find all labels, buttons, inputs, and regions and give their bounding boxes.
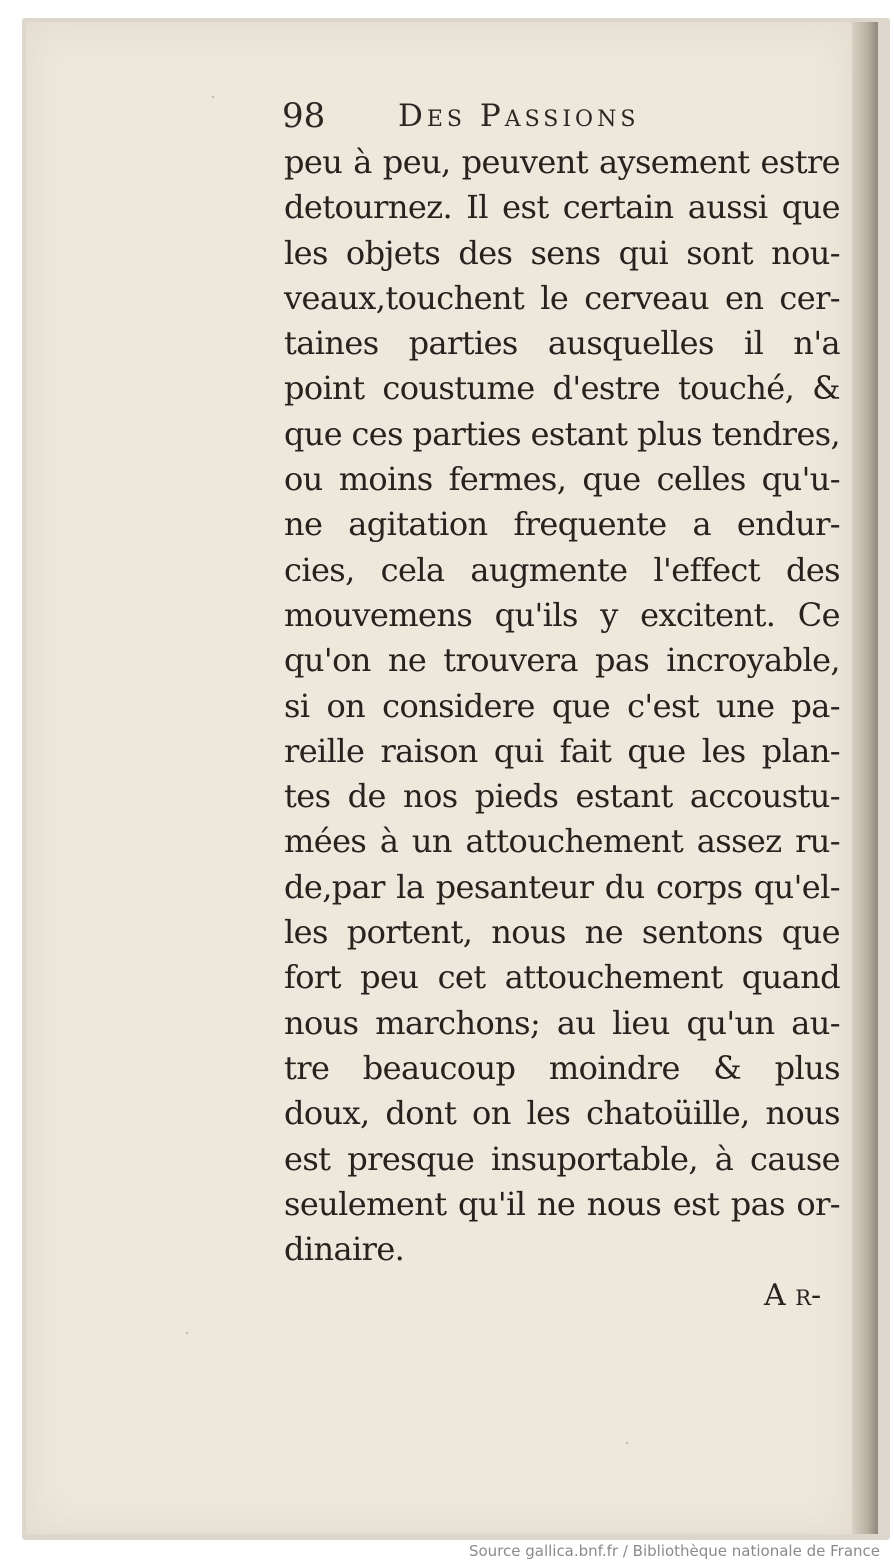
text-line: ou moins fermes, que celles qu'u-: [284, 460, 840, 499]
body-text: [284, 140, 840, 1272]
text-line: si on considere que c'est une pa-: [284, 686, 840, 725]
text-line: reille raison qui fait que les plan-: [284, 731, 840, 770]
page-header: [282, 92, 842, 140]
text-line: nous marchons; au lieu qu'un au-: [284, 1003, 840, 1042]
text-line: tes de nos pieds estant accoustu-: [284, 777, 840, 816]
text-line: les portent, nous ne sentons que: [284, 913, 840, 952]
text-line: mées à un attouchement assez ru-: [284, 822, 840, 861]
text-line: cies, cela augmente l'effect des: [284, 550, 840, 589]
text-line: fort peu cet attouchement quand: [284, 958, 840, 997]
text-line: de,par la pesanteur du corps qu'el-: [284, 867, 840, 906]
paper-speck: [186, 1332, 188, 1334]
paper-speck: [212, 96, 214, 98]
text-line-last: dinaire.: [284, 1230, 405, 1269]
text-line: qu'on ne trouvera pas incroyable,: [284, 641, 840, 680]
text-line: mouvemens qu'ils y excitent. Ce: [284, 595, 840, 634]
text-line: seulement qu'il ne nous est pas or-: [284, 1184, 840, 1223]
book-spine: [852, 22, 878, 1534]
text-line: detournez. Il est certain aussi que: [284, 188, 840, 227]
text-line: tre beaucoup moindre & plus: [284, 1048, 840, 1087]
text-line: doux, dont on les chatoüille, nous: [284, 1094, 840, 1133]
text-line: veaux,touchent le cerveau en cer-: [284, 278, 840, 317]
running-title: Des Passions: [398, 98, 640, 134]
text-line: que ces parties estant plus tendres,: [284, 414, 840, 453]
page-number: 98: [282, 96, 326, 136]
source-credit: Source gallica.bnf.fr / Bibliothèque nationale de France: [468, 1542, 880, 1560]
text-line: peu à peu, peuvent aysement estre: [284, 143, 840, 181]
text-line: ne agitation frequente a endur-: [284, 505, 840, 544]
text-line: taines parties ausquelles il n'a: [284, 324, 840, 363]
text-line: est presque insuportable, à cause: [284, 1139, 840, 1178]
paper-speck: [626, 1442, 628, 1444]
catchword: A r-: [764, 1278, 822, 1313]
text-line: les objets des sens qui sont nou-: [284, 233, 840, 272]
text-line: point coustume d'estre touché, &: [284, 369, 840, 408]
